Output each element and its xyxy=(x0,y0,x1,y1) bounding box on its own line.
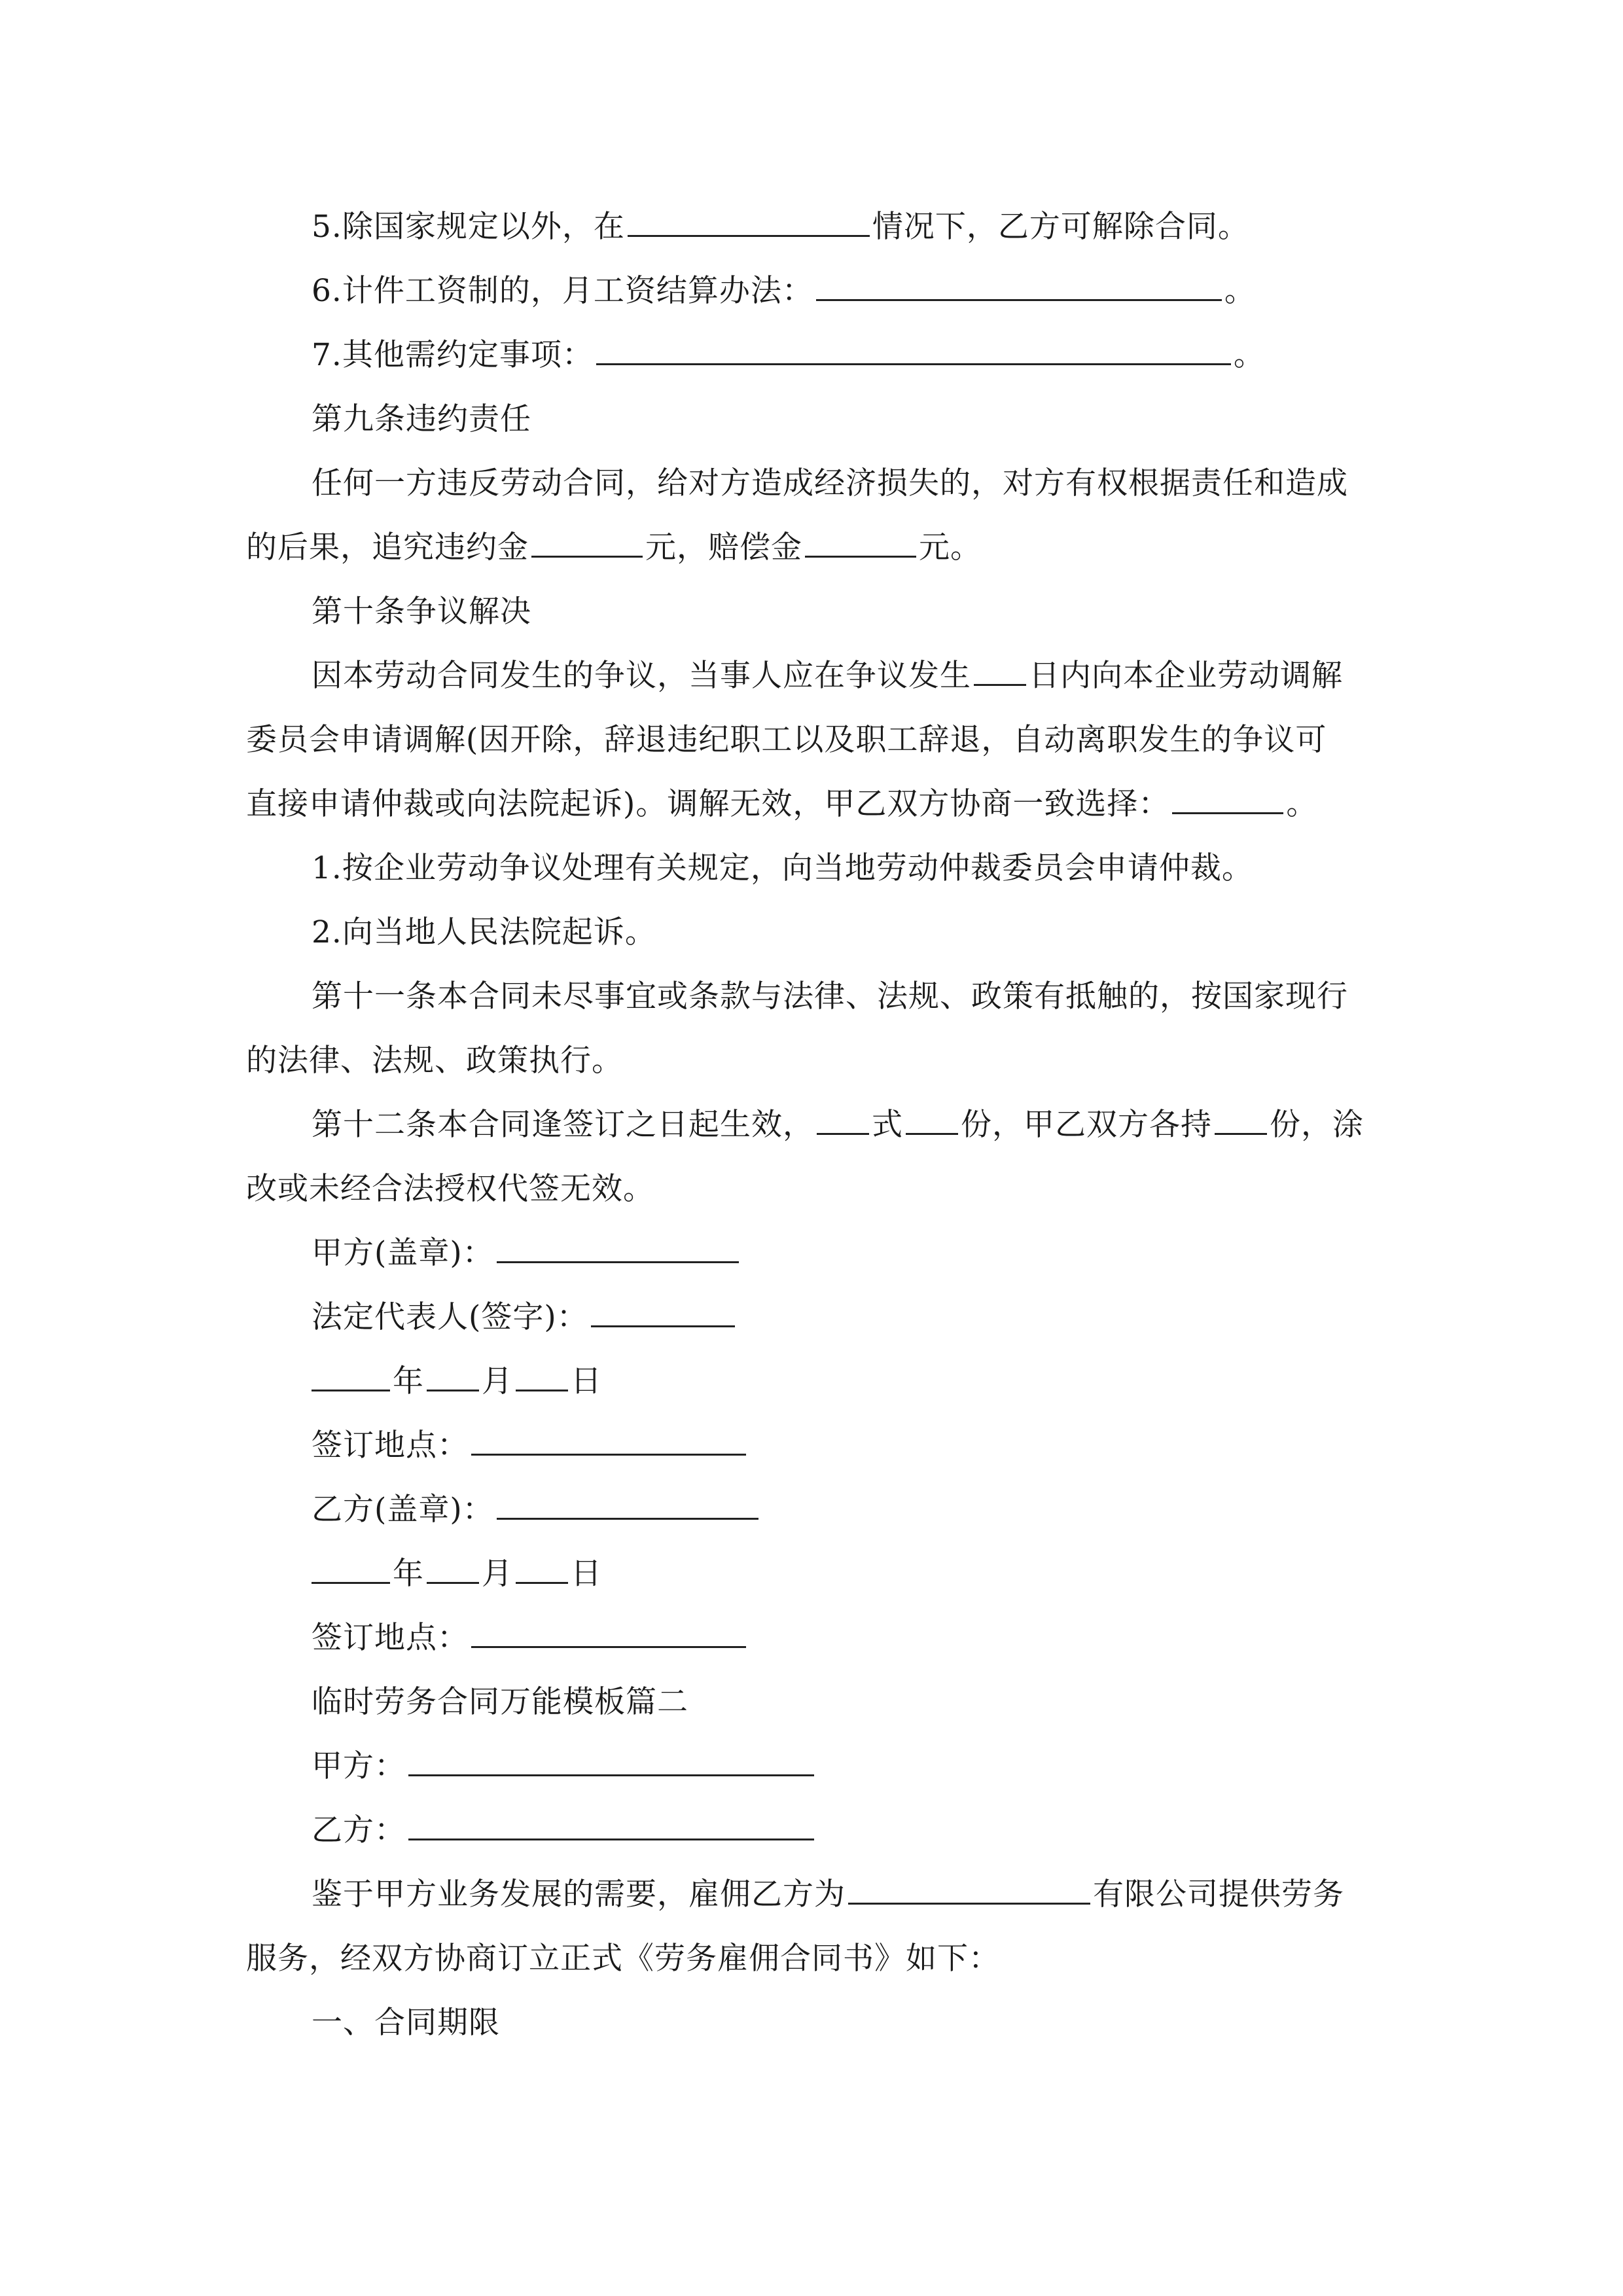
clause-7-suffix: 。 xyxy=(1233,337,1265,373)
party-b-line xyxy=(0,1799,1623,1863)
party-b-field[interactable] xyxy=(408,1804,814,1840)
article-12-line2: 改或未经合法授权代签无效。 xyxy=(246,1171,654,1207)
article-11-line1: 第十一条本合同未尽事宜或条款与法律、法规、政策有抵触的，按国家现行 xyxy=(312,978,1348,1014)
clause-7-text: 7.其他需约定事项： xyxy=(312,337,594,373)
clause-6-suffix: 。 xyxy=(1224,273,1256,309)
party-a-label: 甲方： xyxy=(312,1748,406,1784)
article-10-text: 因本劳动合同发生的争议，当事人应在争议发生 xyxy=(312,658,971,694)
article-10-para-line2: 委员会申请调解(因开除，辞退违纪职工以及职工辞退，自动离职发生的争议可 xyxy=(246,722,1327,758)
party-b-label: 乙方： xyxy=(312,1812,406,1848)
section-title: 临时劳务合同万能模板篇二 xyxy=(312,1684,688,1720)
penalty-amount-field[interactable] xyxy=(531,522,643,558)
date-line-b xyxy=(0,1542,1623,1606)
clause-6-line xyxy=(0,259,1623,323)
month-field[interactable] xyxy=(427,1355,479,1391)
article-12-text: 份，涂 xyxy=(1270,1107,1364,1143)
article-12-text: 份，甲乙双方各持 xyxy=(961,1107,1212,1143)
article-10-para-line3 xyxy=(0,772,1623,836)
copies-count-field[interactable] xyxy=(906,1099,958,1135)
article-11-line2: 的法律、法规、政策执行。 xyxy=(246,1043,623,1079)
article-10-text: 直接申请仲裁或向法院起诉)。调解无效，甲乙双方协商一致选择： xyxy=(246,786,1170,822)
legal-rep-label: 法定代表人(签字)： xyxy=(312,1299,588,1335)
party-a-field[interactable] xyxy=(408,1740,814,1776)
legal-rep-line xyxy=(0,1285,1623,1350)
day-label: 日 xyxy=(571,1363,602,1399)
blank-field[interactable] xyxy=(816,265,1222,301)
article-9-text: 元，赔偿金 xyxy=(645,529,802,565)
section-1-heading: 一、合同期限 xyxy=(312,2005,500,2041)
month-label: 月 xyxy=(482,1363,513,1399)
article-12-text: 第十二条本合同逢签订之日起生效， xyxy=(312,1107,814,1143)
article-9-text: 元。 xyxy=(919,529,982,565)
article-12-line1 xyxy=(0,1093,1623,1157)
party-b-seal-label: 乙方(盖章)： xyxy=(312,1492,494,1528)
intro-line2: 服务，经双方协商订立正式《劳务雇佣合同书》如下： xyxy=(246,1941,1000,1977)
article-9-para-line1: 任何一方违反劳动合同，给对方造成经济损失的，对方有权根据责任和造成 xyxy=(312,465,1348,501)
intro-text: 有限公司提供劳务 xyxy=(1093,1876,1344,1912)
month-field[interactable] xyxy=(427,1548,479,1584)
article-10-text: 日内向本企业劳动调解 xyxy=(1029,658,1343,694)
sign-place-label: 签订地点： xyxy=(312,1427,469,1463)
date-line-a xyxy=(0,1350,1623,1414)
clause-5-line xyxy=(0,195,1623,259)
option-1: 1.按企业劳动争议处理有关规定，向当地劳动仲裁委员会申请仲裁。 xyxy=(312,850,1253,886)
clause-7-line xyxy=(0,323,1623,387)
sign-place-field[interactable] xyxy=(471,1420,746,1456)
clause-6-text: 6.计件工资制的，月工资结算办法： xyxy=(312,273,813,309)
day-field[interactable] xyxy=(516,1355,568,1391)
year-label: 年 xyxy=(393,1363,424,1399)
copies-each-field[interactable] xyxy=(1215,1099,1267,1135)
party-b-seal-field[interactable] xyxy=(497,1484,758,1520)
party-a-seal-field[interactable] xyxy=(497,1227,739,1263)
article-12-text: 式 xyxy=(872,1107,903,1143)
day-field[interactable] xyxy=(516,1548,568,1584)
article-9-text: 的后果，追究违约金 xyxy=(246,529,529,565)
year-field[interactable] xyxy=(312,1548,390,1584)
legal-rep-field[interactable] xyxy=(591,1291,735,1327)
company-name-field[interactable] xyxy=(848,1869,1090,1905)
year-label: 年 xyxy=(393,1556,424,1592)
article-9-heading: 第九条违约责任 xyxy=(312,401,531,437)
sign-place-field[interactable] xyxy=(471,1612,746,1648)
article-10-heading: 第十条争议解决 xyxy=(312,594,531,630)
article-9-para-line2 xyxy=(0,516,1623,580)
intro-line1 xyxy=(0,1863,1623,1927)
blank-field[interactable] xyxy=(628,201,870,237)
day-label: 日 xyxy=(571,1556,602,1592)
article-10-para-line1 xyxy=(0,644,1623,708)
option-2: 2.向当地人民法院起诉。 xyxy=(312,914,656,950)
clause-5-text: 5.除国家规定以外，在 xyxy=(312,209,625,245)
party-a-seal-line xyxy=(0,1221,1623,1285)
month-label: 月 xyxy=(482,1556,513,1592)
sign-place-label: 签订地点： xyxy=(312,1620,469,1656)
party-b-seal-line xyxy=(0,1478,1623,1542)
year-field[interactable] xyxy=(312,1355,390,1391)
intro-text: 鉴于甲方业务发展的需要，雇佣乙方为 xyxy=(312,1876,846,1912)
sign-place-line-a xyxy=(0,1414,1623,1478)
article-10-text: 。 xyxy=(1286,786,1318,822)
days-field[interactable] xyxy=(974,650,1026,686)
party-a-line xyxy=(0,1734,1623,1799)
choice-field[interactable] xyxy=(1172,778,1283,814)
party-a-seal-label: 甲方(盖章)： xyxy=(312,1235,494,1271)
clause-5-suffix: 情况下，乙方可解除合同。 xyxy=(872,209,1249,245)
copies-style-field[interactable] xyxy=(817,1099,869,1135)
blank-field[interactable] xyxy=(596,329,1231,365)
sign-place-line-b xyxy=(0,1606,1623,1670)
compensation-amount-field[interactable] xyxy=(805,522,916,558)
